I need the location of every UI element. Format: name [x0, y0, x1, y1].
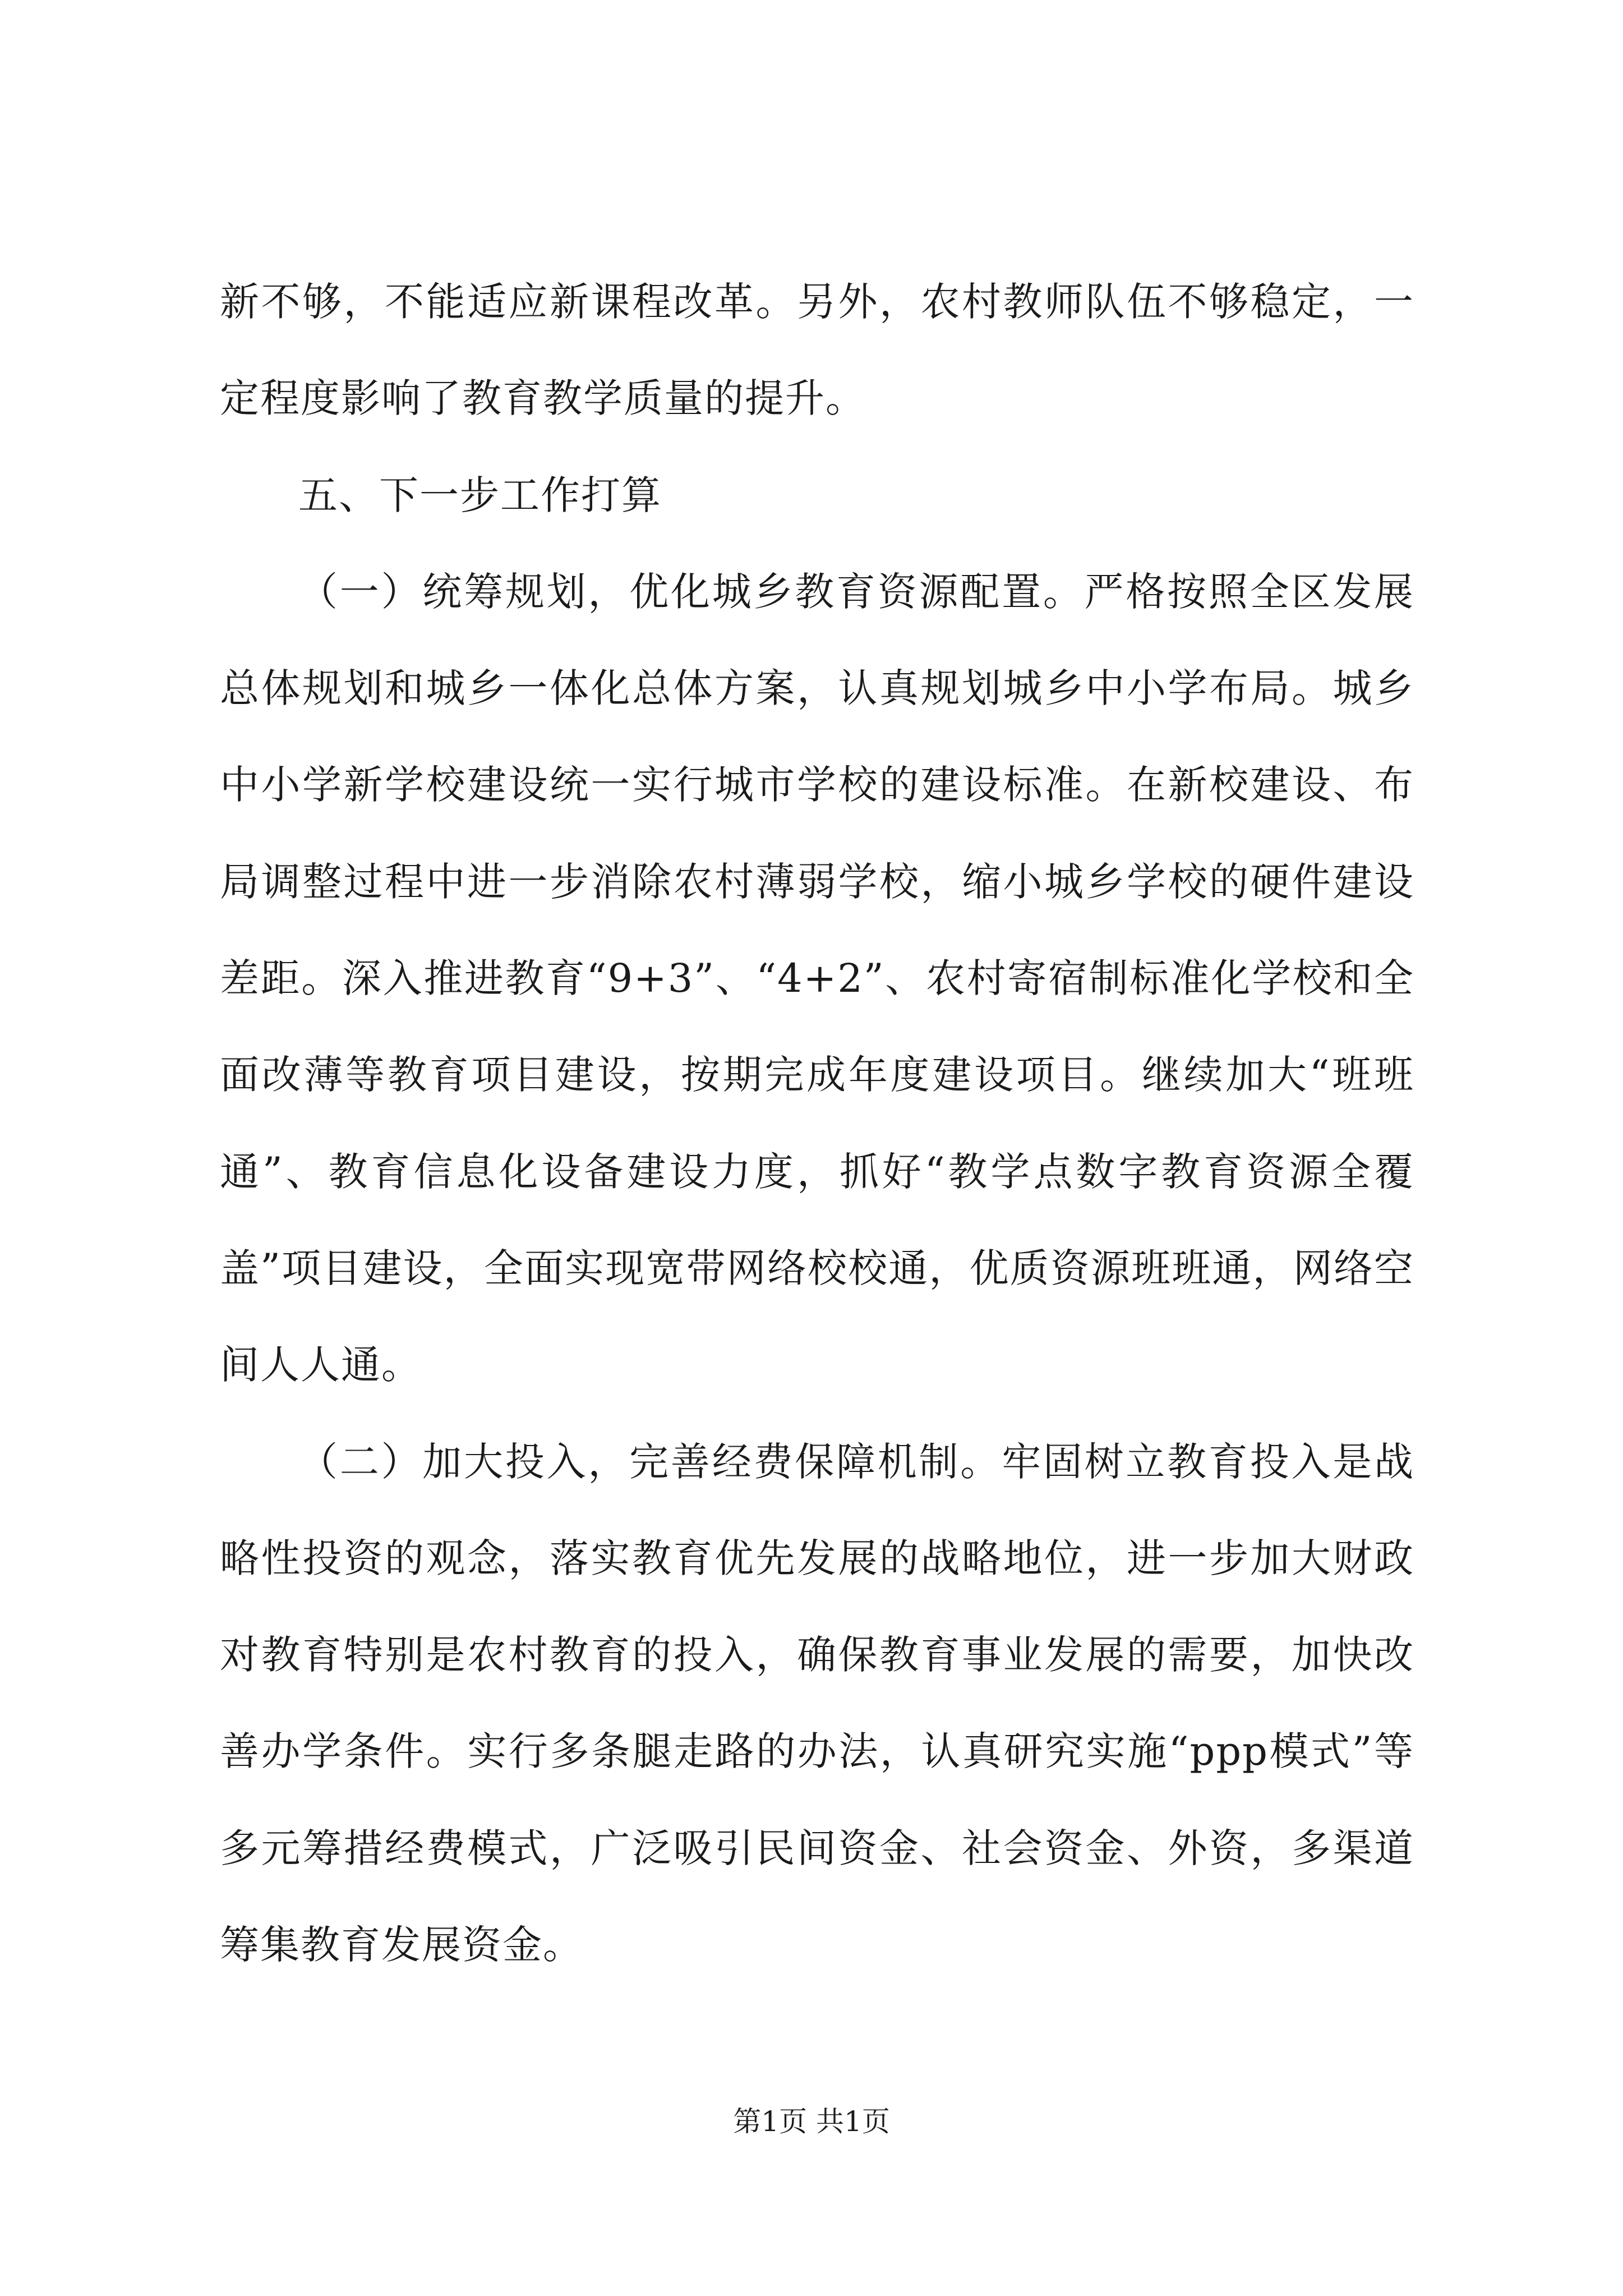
paragraph-investment: （二）加大投入，完善经费保障机制。牢固树立教育投入是战略性投资的观念，落实教育优先发展的战略地位，进一步加大财政对教育特别是农村教育的投入，确保教育事业发展的需要，加快改善办学条件。实行多条腿走路的办法，认真研究实施“ppp模式”等多元筹措经费模式，广泛吸引民间资金、社会资金、外资，多渠道筹集教育发展资金。: [220, 1438, 1414, 1968]
page-number: 第1页 共1页: [733, 2105, 890, 2138]
page-footer: [0, 2105, 1623, 2138]
document-body: [220, 254, 1414, 1993]
section-heading: 五、下一步工作打算: [298, 472, 662, 518]
paragraph-planning: （一）统筹规划，优化城乡教育资源配置。严格按照全区发展总体规划和城乡一体化总体方案，认真规划城乡中小学布局。城乡中小学新学校建设统一实行城市学校的建设标准。在新校建设、布局调整过程中进一步消除农村薄弱学校，缩小城乡学校的硬件建设差距。深入推进教育“9+3”、“4+2”、农村寄宿制标准化学校和全面改薄等教育项目建设，按期完成年度建设项目。继续加大“班班通”、教育信息化设备建设力度，抓好“教学点数字教育资源全覆盖”项目建设，全面实现宽带网络校校通，优质资源班班通，网络空间人人通。: [220, 568, 1414, 1388]
paragraph-continuation: 新不够，不能适应新课程改革。另外，农村教师队伍不够稳定，一定程度影响了教育教学质量的提升。: [220, 279, 1414, 422]
